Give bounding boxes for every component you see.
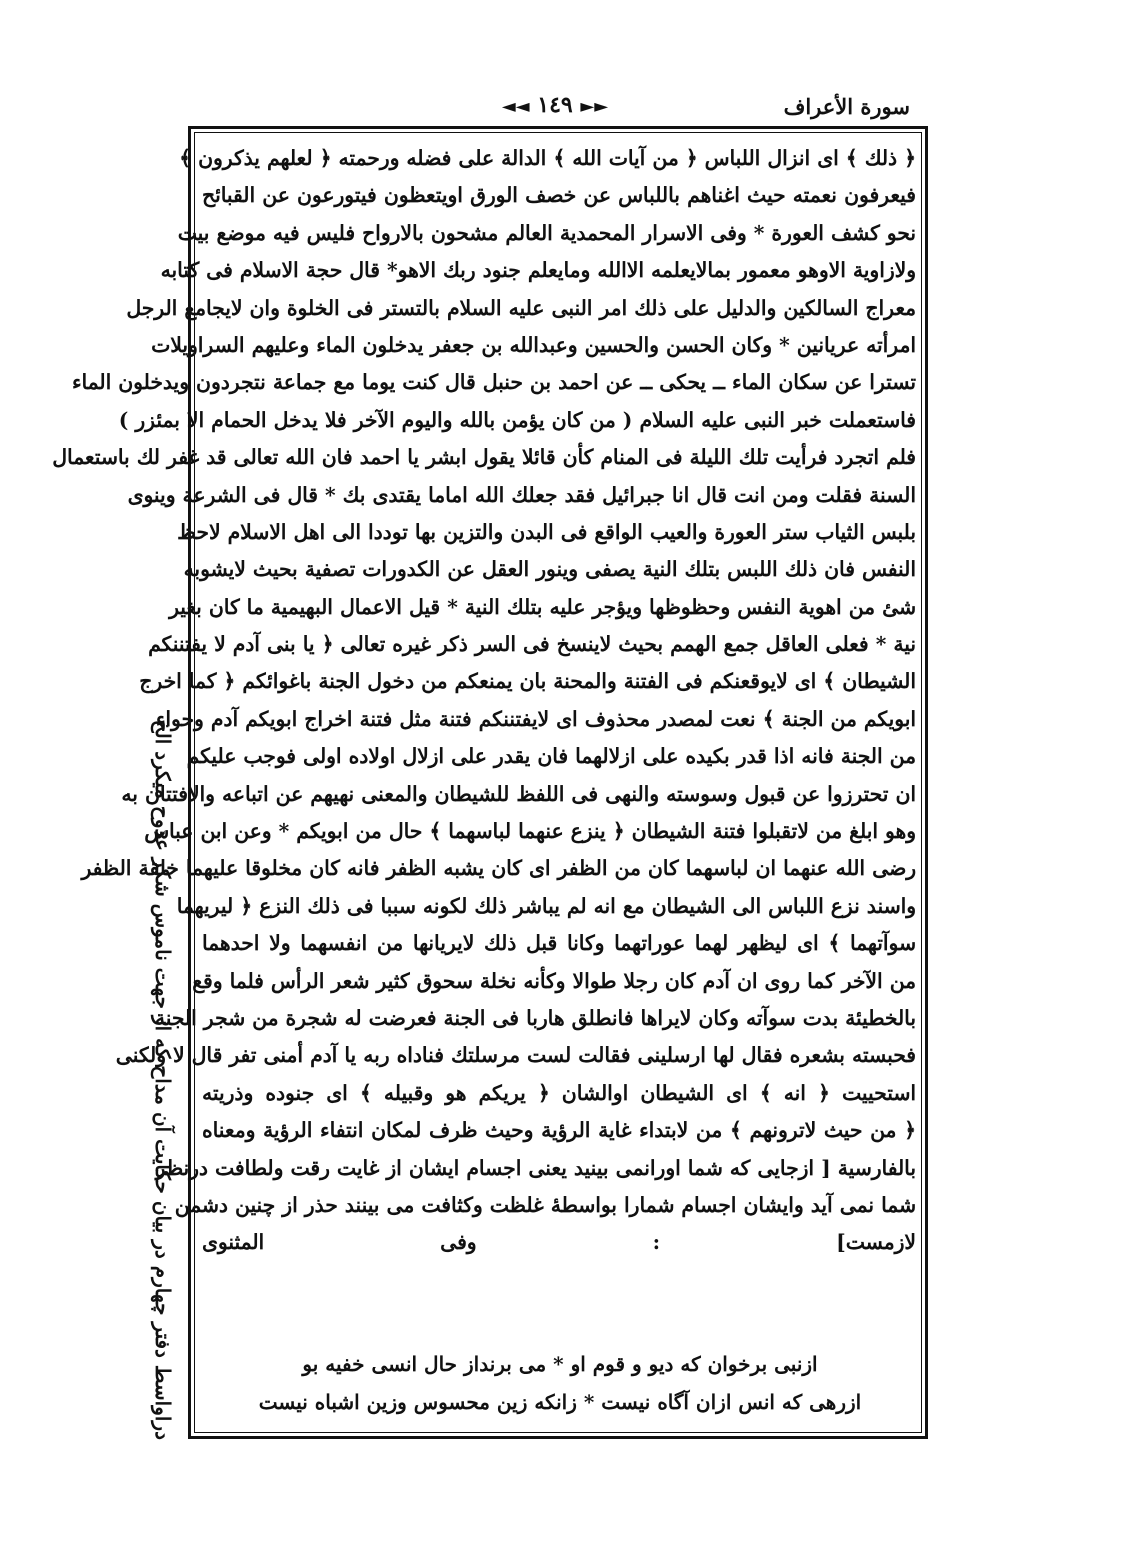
body-line: فحبسته بشعره فقال لها ارسلينى فقالت لست مرسلتك فناداه ربه يا آدم أمنى تفر قال لا ولكنى <box>115 1043 916 1068</box>
body-line: نية * فعلى العاقل جمع الهمم بحيث لاينسخ فى السر ذكر غيره تعالى ﴿ يا بنى آدم لا يفتننكم <box>148 632 916 657</box>
page-header <box>190 90 910 130</box>
body-line: ابويكم من الجنة ﴾ نعت لمصدر محذوف اى لايفتننكم فتنة مثل فتنة اخراج ابويكم آدم وحواء <box>155 706 916 731</box>
body-line: بالخطيئة بدت سوآته وكان لايراها فانطلق هاربا فى الجنة فعرضت له شجرة من شجر الجنة <box>154 1005 916 1030</box>
poem-block <box>210 1345 910 1421</box>
body-line: الشيطان ﴾ اى لايوقعنكم فى الفتنة والمحنة بان يمنعكم من دخول الجنة باغوائكم ﴿ كما اخرج <box>139 669 916 694</box>
ornament-right: ►► <box>580 96 609 117</box>
ornament-left: ◄◄ <box>501 96 530 117</box>
body-line: بالفارسية [ ازجايى كه شما اورانمى بينيد يعنى اجسام ايشان از غايت رقت ولطافت درنظر <box>155 1155 916 1180</box>
body-line: وهو ابلغ من لاتقبلوا فتنة الشيطان ﴿ ينزع عنهما لباسهما ﴾ حال من ابويكم * وعن ابن عباس <box>144 819 916 844</box>
body-line: شئ من اهوية النفس وحظوظها ويؤجر عليه بتلك النية * قيل الاعمال البهيمية ما كان بغير <box>169 594 916 619</box>
margin-note: دراواسط دفتر چهارم در بيان حكايت آن مداح كه از جهت ناموس شكر عدوح ميكرد الخ <box>151 719 175 1440</box>
page-number-block <box>470 92 640 118</box>
body-line: سوآتهما ﴾ اى ليظهر لهما عوراتهما وكانا قبل ذلك لايريانها من انفسهما ولا احدهما <box>202 931 916 956</box>
body-line: ولازاوية الاوهو معمور بمالايعلمه الاالله ومايعلم جنود ربك الاهو* قال حجة الاسلام فى كتابه <box>160 258 916 283</box>
body-line: نحو كشف العورة * وفى الاسرار المحمدية العالم مشحون بالارواح فليس فيه موضع بيت <box>177 220 916 245</box>
body-line: من الجنة فانه اذا قدر بكيده على ازلالهما فان يقدر على ازلال اولاده اولى فوجب عليكم <box>186 744 916 769</box>
page-number: ١٤٩ <box>537 92 573 118</box>
surah-name: سورة الأعراف <box>783 94 910 119</box>
body-line: واسند نزع اللباس الى الشيطان مع انه لم يباشر ذلك لكونه سببا فى ذلك النزع ﴿ ليريهما <box>176 893 916 918</box>
body-line: امرأته عريانين * وكان الحسن والحسين وعبدالله بن جعفر يدخلون الماء وعليهم السراويلات <box>151 332 916 357</box>
body-line: فلم اتجرد فرأيت تلك الليلة فى المنام كأن قائلا يقول ابشر يا احمد فان الله تعالى قد غفر لك باستعمال <box>52 445 916 470</box>
body-line: شما نمى آيد وايشان اجسام شمارا بواسطهٔ غلظت وكثافت مى بينند حذر از چنين دشمن <box>174 1192 916 1217</box>
body-line: لازمست] : وفى المثنوى <box>202 1230 916 1255</box>
body-line: بلبس الثياب ستر العورة والعيب الواقع فى البدن والتزين بها توددا الى اهل الاسلام لاحظ <box>177 519 916 544</box>
poem-verse: ازرهى كه انس ازان آگاه نيست * زانكه زين محسوس وزين اشباه نيست <box>258 1390 862 1414</box>
poem-verse: ازنبى برخوان كه ديو و قوم او * مى برنداز حال انسى خفيه بو <box>302 1352 818 1376</box>
body-line: ان تحترزوا عن قبول وسوسته والنهى فى اللفظ للشيطان والمعنى نهيهم عن اتباعه والافتتان به <box>121 781 916 806</box>
body-line: استحييت ﴿ انه ﴾ اى الشيطان اوالشان ﴿ يريكم هو وقبيله ﴾ اى جنوده وذريته <box>202 1080 916 1105</box>
body-line: ﴿ من حيث لاترونهم ﴾ من لابتداء غاية الرؤية وحيث ظرف لمكان انتفاء الرؤية ومعناه <box>202 1118 916 1143</box>
body-line: ﴿ ذلك ﴾ اى انزال اللباس ﴿ من آيات الله ﴾ الدالة على فضله ورحمته ﴿ لعلهم يذكرون ﴾ <box>179 146 916 170</box>
body-line: فاستعملت خبر النبى عليه السلام ( من كان يؤمن بالله واليوم الآخر فلا يدخل الحمام الا بمئزر ) <box>118 407 916 432</box>
body-line: رضى الله عنهما ان لباسهما كان من الظفر اى كان يشبه الظفر فانه كان مخلوقا عليهما خلقة الظفر <box>81 856 916 881</box>
body-line: من الآخر كما روى ان آدم كان رجلا طوالا وكأنه نخلة سحوق كثير شعر الرأس فلما وقع <box>192 968 916 993</box>
body-line: تسترا عن سكان الماء ــ يحكى ــ عن احمد بن حنبل قال كنت يوما مع جماعة نتجردون ويدخلون الماء <box>71 370 916 395</box>
body-line: السنة فقلت ومن انت قال انا جبرائيل فقد جعلك الله اماما يقتدى بك * قال فى الشرعة وينوى <box>127 482 916 507</box>
body-line: معراج السالكين والدليل على ذلك امر النبى عليه السلام بالتستر فى الخلوة وان لايجامع الرجل <box>126 295 916 320</box>
body-line: فيعرفون نعمته حيث اغناهم باللباس عن خصف الورق اويتعظون فيتورعون عن القبائح <box>202 183 916 208</box>
body-line: النفس فان ذلك اللبس بتلك النية يصفى وينور العقل عن الكدورات تصفية بحيث لايشوبه <box>183 557 916 582</box>
